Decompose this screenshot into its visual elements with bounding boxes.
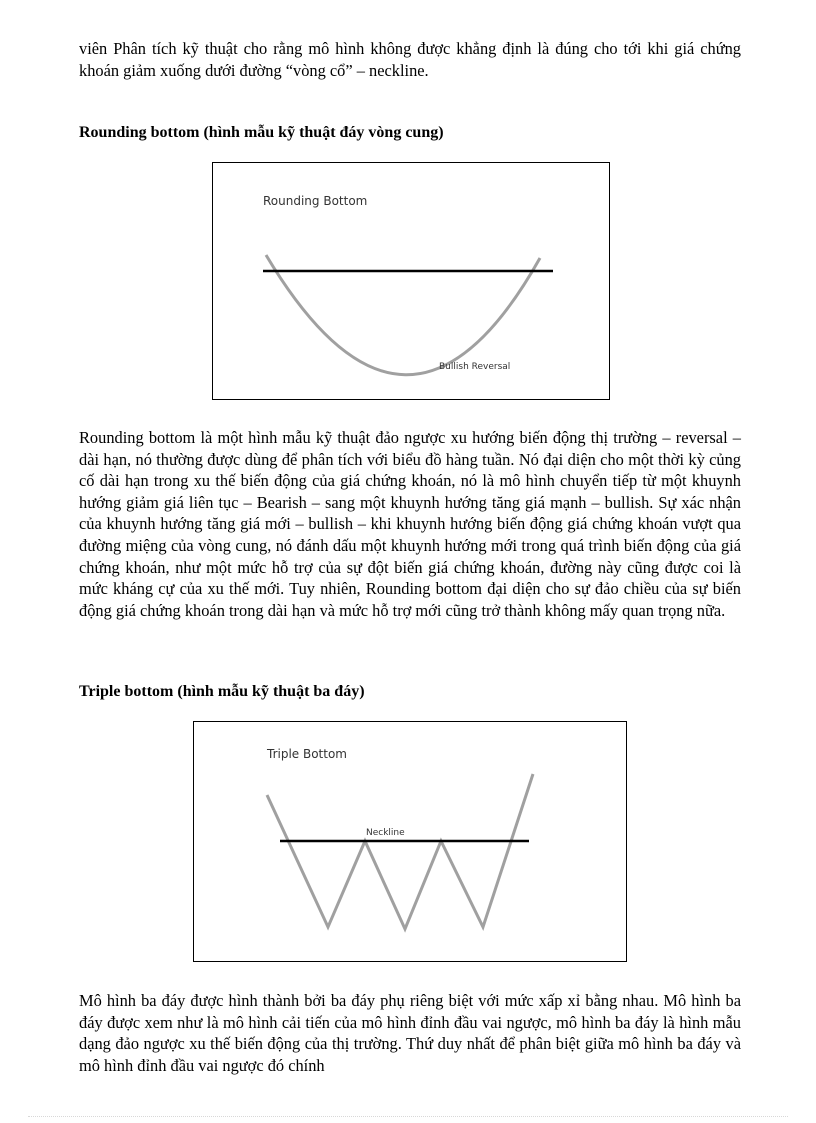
rounding-bottom-curve: [266, 255, 540, 375]
bullish-reversal-label: Bullish Reversal: [439, 362, 511, 372]
neckline-label: Neckline: [366, 828, 405, 838]
triple-bottom-paragraph: Mô hình ba đáy được hình thành bởi ba đáy phụ riêng biệt với mức xấp xỉ bằng nhau. Mô hình ba đáy được xem như là mô hình cải tiến của mô hình đỉnh đầu vai ngược, mô hình ba đáy là hình mẫu dạng đảo ngược xu thế biến động của thị trường. Thứ duy nhất để phân biệt giữa mô hình ba đáy và mô hình đỉnh đầu vai ngược đó chính: [79, 991, 741, 1075]
rounding-bottom-figure: [212, 162, 610, 400]
intro-paragraph: viên Phân tích kỹ thuật cho rằng mô hình không được khẳng định là đúng cho tới khi giá chứng khoán giảm xuống dưới đường “vòng cổ” – neckline.: [79, 39, 741, 80]
rounding-bottom-paragraph: Rounding bottom là một hình mẫu kỹ thuật đảo ngược xu hướng biến động thị trường – reversal – dài hạn, nó thường được dùng để phân tích với biểu đồ hàng tuần. Nó đại diện cho một thời kỳ củng cố dài hạn trong xu thế biến động của giá chứng khoán, nó là mô hình chuyển tiếp từ một khuynh hướng giảm giá liên tục – Bearish – sang một khuynh hướng tăng giá mạnh – bullish. Sự xác nhận của khuynh hướng tăng giá mới – bullish – khi khuynh hướng biến động giá chứng khoán vượt qua đường miệng của vòng cung, nó đánh dấu một khuynh hướng mới trong quá trình biến động của giá chứng khoán, như một mức hỗ trợ của sự đột biến giá chứng khoán, đường này cũng được coi là mức kháng cự của xu thế mới. Tuy nhiên, Rounding bottom đại diện cho sự đảo chiều của sự biến động giá chứng khoán trong dài hạn và mức hỗ trợ mới cũng trở thành không mấy quan trọng nữa.: [79, 428, 741, 620]
section-heading-rounding-bottom: Rounding bottom (hình mẫu kỹ thuật đáy vòng cung): [79, 124, 444, 141]
page-bottom-rule: [28, 1116, 788, 1117]
section-heading-triple-bottom: Triple bottom (hình mẫu kỹ thuật ba đáy): [79, 683, 365, 700]
triple-bottom-title: Triple Bottom: [267, 747, 347, 761]
rounding-bottom-title: Rounding Bottom: [263, 194, 368, 208]
triple-bottom-figure: [193, 721, 627, 962]
triple-bottom-diagram: [194, 722, 628, 963]
rounding-bottom-diagram: [213, 163, 611, 401]
triple-bottom-line: [267, 774, 533, 929]
